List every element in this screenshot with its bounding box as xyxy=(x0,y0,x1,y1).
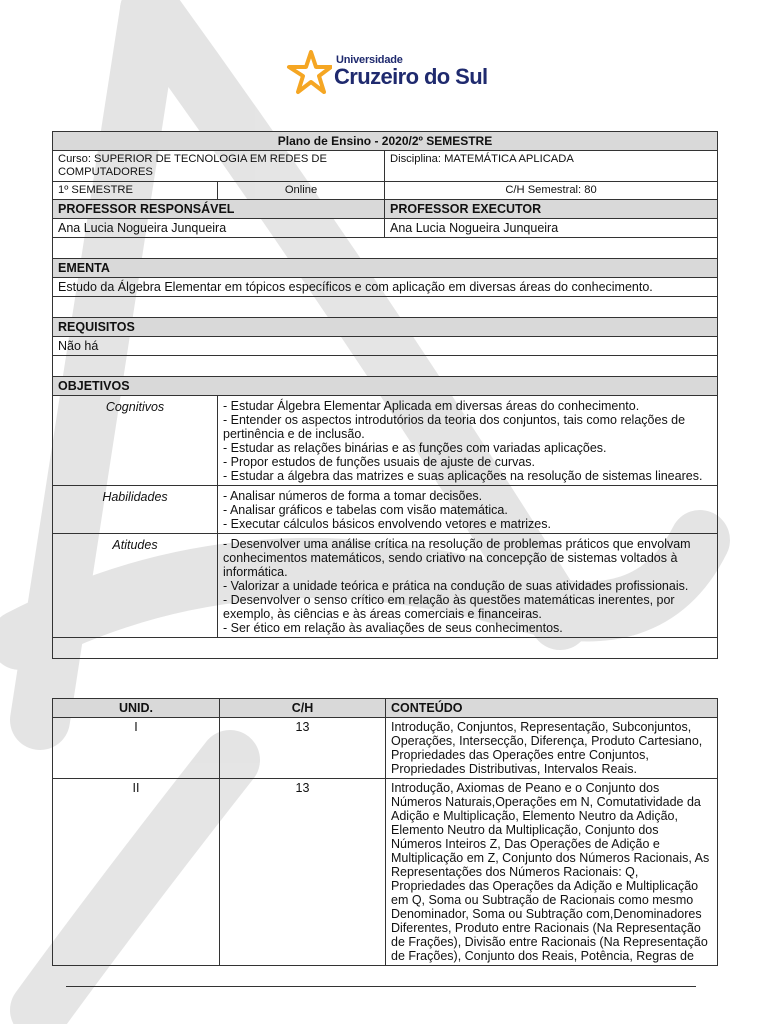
requisitos-label: REQUISITOS xyxy=(53,318,718,337)
plan-title: Plano de Ensino - 2020/2º SEMESTRE xyxy=(53,132,718,151)
objective-item: - Entender os aspectos introdutórios da teoria dos conjuntos, tais como relações de pertinência e de inclusão. xyxy=(223,413,686,441)
logo-line1: Universidade xyxy=(336,54,403,66)
unit-cell: II xyxy=(53,779,220,966)
objective-item: - Analisar números de forma a tomar decisões. xyxy=(223,489,483,503)
course-cell: Curso: SUPERIOR DE TECNOLOGIA EM REDES DE COMPUTADORES xyxy=(53,151,385,182)
ementa-label: EMENTA xyxy=(53,259,718,278)
objective-group-name: Habilidades xyxy=(53,486,218,534)
content-table xyxy=(52,698,718,966)
objective-item: - Executar cálculos básicos envolvendo vetores e matrizes. xyxy=(223,517,551,531)
prof-responsible-label: PROFESSOR RESPONSÁVEL xyxy=(53,200,385,219)
objective-item: - Propor estudos de funções usuais de ajuste de curvas. xyxy=(223,455,535,469)
discipline-cell: Disciplina: MATEMÁTICA APLICADA xyxy=(385,151,718,182)
table-row xyxy=(53,718,718,779)
prof-executor-name: Ana Lucia Nogueira Junqueira xyxy=(385,219,718,238)
header-table xyxy=(52,131,718,659)
objetivos-label: OBJETIVOS xyxy=(53,377,718,396)
objective-item: - Estudar Álgebra Elementar Aplicada em diversas áreas do conhecimento. xyxy=(223,399,640,413)
blank-row xyxy=(53,297,718,318)
col-ch-header: C/H xyxy=(220,699,386,718)
requisitos-text: Não há xyxy=(53,337,718,356)
objective-item: - Ser ético em relação às avaliações de seus conhecimentos. xyxy=(223,621,563,635)
star-logo-icon xyxy=(286,50,332,96)
objective-group-items xyxy=(218,396,718,486)
table-row xyxy=(53,779,718,966)
objective-group-items xyxy=(218,486,718,534)
hours-cell: 13 xyxy=(220,779,386,966)
content-cell: Introdução, Conjuntos, Representação, Subconjuntos, Operações, Intersecção, Diferença, Produto Cartesiano, Propriedades das Operações entre Conjuntos, Propriedades Distributivas, Intervalos Reais. xyxy=(386,718,718,779)
objective-group-name: Atitudes xyxy=(53,534,218,638)
university-logo xyxy=(286,50,496,98)
prof-responsible-name: Ana Lucia Nogueira Junqueira xyxy=(53,219,385,238)
blank-row xyxy=(53,638,718,659)
hours-cell: 13 xyxy=(220,718,386,779)
col-unid-header: UNID. xyxy=(53,699,220,718)
ementa-text: Estudo da Álgebra Elementar em tópicos específicos e com aplicação em diversas áreas do conhecimento. xyxy=(53,278,718,297)
objective-group-name: Cognitivos xyxy=(53,396,218,486)
objective-item: - Valorizar a unidade teórica e prática na condução de suas atividades profissionais. xyxy=(223,579,689,593)
objective-group-items xyxy=(218,534,718,638)
objective-item: - Desenvolver uma análise crítica na resolução de problemas práticos que envolvam conhecimentos matemáticos, sendo criativo na concepção de sistemas voltados à informática. xyxy=(223,537,691,579)
blank-row xyxy=(53,238,718,259)
footer-divider xyxy=(66,986,696,987)
blank-row xyxy=(53,356,718,377)
objective-item: - Estudar a álgebra das matrizes e suas aplicações na resolução de sistemas lineares. xyxy=(223,469,703,483)
semester-cell: 1º SEMESTRE xyxy=(53,182,218,200)
logo-line2: Cruzeiro do Sul xyxy=(334,64,488,89)
objective-item: - Desenvolver o senso crítico em relação às questões matemáticas inerentes, por exemplo, às ciências e às áreas comerciais e financeiras. xyxy=(223,593,675,621)
workload-cell: C/H Semestral: 80 xyxy=(385,182,718,200)
col-conteudo-header: CONTEÚDO xyxy=(386,699,718,718)
content-cell: Introdução, Axiomas de Peano e o Conjunto dos Números Naturais,Operações em N, Comutatividade da Adição e Multiplicação, Elemento Neutro da Adição, Elemento Neutro da Multiplicação, Conjunto dos Números Inteiros Z, Das Operações de Adição e Multiplicação em Z, Conjunto dos Números Racionais, As Representações dos Números Racionais: Q, Propriedades das Operações da Adição e Multiplicação em Q, Soma ou Subtração de Racionais como mesmo Denominador, Soma ou Subtração com,Denominadores Diferentes, Produto entre Racionais (Na Representação de Frações), Divisão entre Racionais (Na Representação de Frações), Conjunto dos Reais, Potência, Regras de xyxy=(386,779,718,966)
prof-executor-label: PROFESSOR EXECUTOR xyxy=(385,200,718,219)
modality-cell: Online xyxy=(218,182,385,200)
unit-cell: I xyxy=(53,718,220,779)
objective-item: - Analisar gráficos e tabelas com visão matemática. xyxy=(223,503,508,517)
objective-item: - Estudar as relações binárias e as funções com variadas aplicações. xyxy=(223,441,607,455)
